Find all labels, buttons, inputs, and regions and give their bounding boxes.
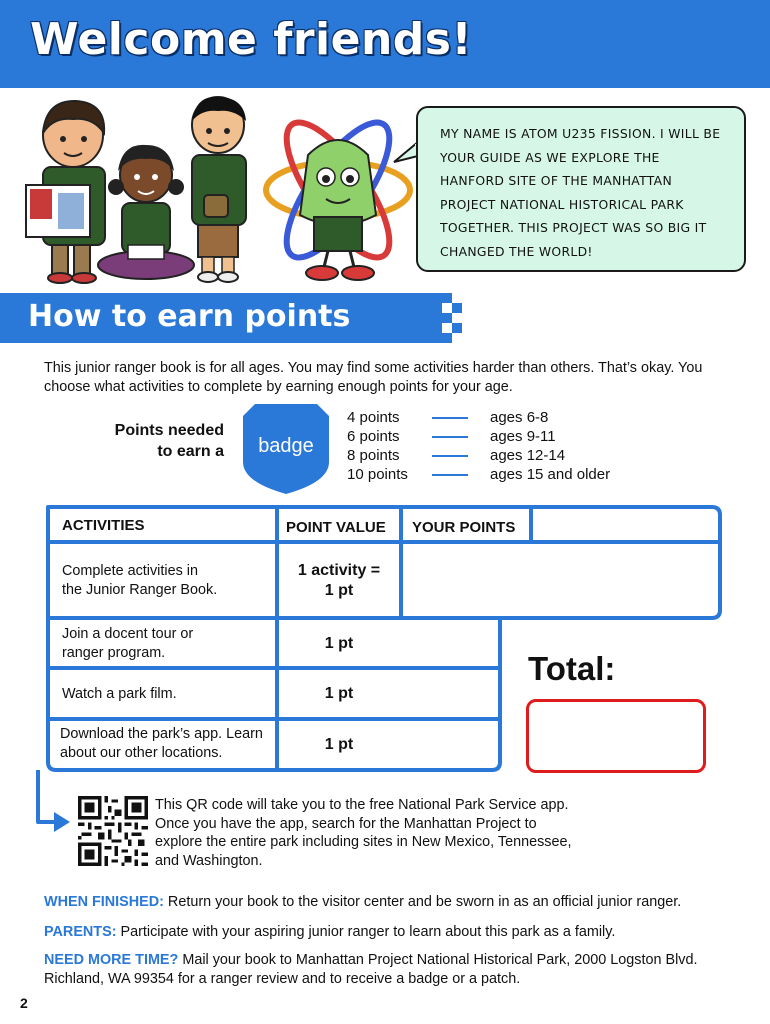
activity-text: the Junior Ranger Book. — [62, 582, 218, 598]
age-range: ages 9-11 — [490, 428, 556, 445]
when-finished-key: WHEN FINISHED: — [44, 894, 164, 910]
points-needed-line1: Points needed — [114, 422, 224, 439]
section-title: How to earn points — [28, 299, 351, 334]
when-finished-text: Return your book to the visitor center and be sworn in as an official junior ranger. — [163, 894, 682, 910]
need-more-time-key: NEED MORE TIME? — [44, 952, 179, 968]
intro-paragraph: This junior ranger book is for all ages. You may find some activities harder than others. That’s okay. You choose what activities to complete by earning enough points for your age. — [44, 360, 703, 395]
activity-text: about our other locations. — [60, 745, 223, 761]
points-value: 6 points — [347, 428, 400, 445]
age-range: ages 6-8 — [490, 409, 549, 426]
table-row-activity: Watch a park film. — [62, 686, 177, 702]
activity-text: Download the park’s app. Learn — [60, 726, 263, 742]
points-value: 10 points — [347, 466, 408, 483]
table-row-activity — [60, 725, 263, 763]
qr-code-icon[interactable] — [78, 796, 148, 866]
header-your-points: YOUR POINTS — [412, 519, 516, 536]
table-row-point-value: 1 pt — [324, 685, 354, 702]
when-finished-paragraph — [44, 893, 734, 912]
activity-text: ranger program. — [62, 645, 166, 661]
page-title: Welcome friends! — [30, 14, 473, 65]
activity-text: Complete activities in — [62, 563, 198, 579]
age-range: ages 12-14 — [490, 447, 566, 464]
need-more-time-text: Mail your book to Manhattan Project National Historical Park, 2000 Logston Blvd. Richland, WA 99354 for a ranger review and to receive a badge or a patch. — [44, 952, 698, 987]
points-value: 4 points — [347, 409, 400, 426]
table-row-activity — [62, 562, 217, 600]
badge-label: badge — [258, 435, 314, 457]
parents-key: PARENTS: — [44, 924, 117, 940]
points-needed-line2: to earn a — [157, 443, 224, 460]
your-points-input-area[interactable] — [405, 546, 717, 614]
parents-text: Participate with your aspiring junior ranger to learn about this park as a family. — [116, 924, 616, 940]
qr-code-description: This QR code will take you to the free National Park Service app. Once you have the app, search for the Manhattan Project to explore the entire park including sites in New Mexico, Tennessee, and Washington. — [155, 797, 572, 869]
age-range: ages 15 and older — [490, 466, 611, 483]
table-row-point-value: 1 pt — [324, 736, 354, 753]
table-row-point-value — [280, 561, 398, 601]
need-more-time-paragraph — [44, 951, 734, 989]
total-label: Total: — [528, 650, 616, 687]
table-row-point-value: 1 pt — [324, 635, 354, 652]
points-value: 8 points — [347, 447, 400, 464]
table-row-activity — [62, 625, 193, 663]
header-point-value: POINT VALUE — [286, 519, 386, 536]
page-number: 2 — [20, 995, 28, 1011]
parents-paragraph — [44, 923, 734, 942]
point-value-text: 1 pt — [324, 582, 354, 599]
point-value-text: 1 activity = — [297, 562, 381, 579]
total-points-box[interactable] — [526, 699, 706, 773]
speech-bubble-text: MY NAME IS ATOM U235 FISSION. I WILL BE YOUR GUIDE AS WE EXPLORE THE HANFORD SITE OF THE MANHATTAN PROJECT NATIONAL HISTORICAL PARK TOGETHER. THIS PROJECT WAS SO BIG IT CHANGED THE WORLD! — [440, 126, 721, 259]
header-activities: ACTIVITIES — [62, 517, 145, 534]
activity-text: Join a docent tour or — [62, 626, 194, 642]
